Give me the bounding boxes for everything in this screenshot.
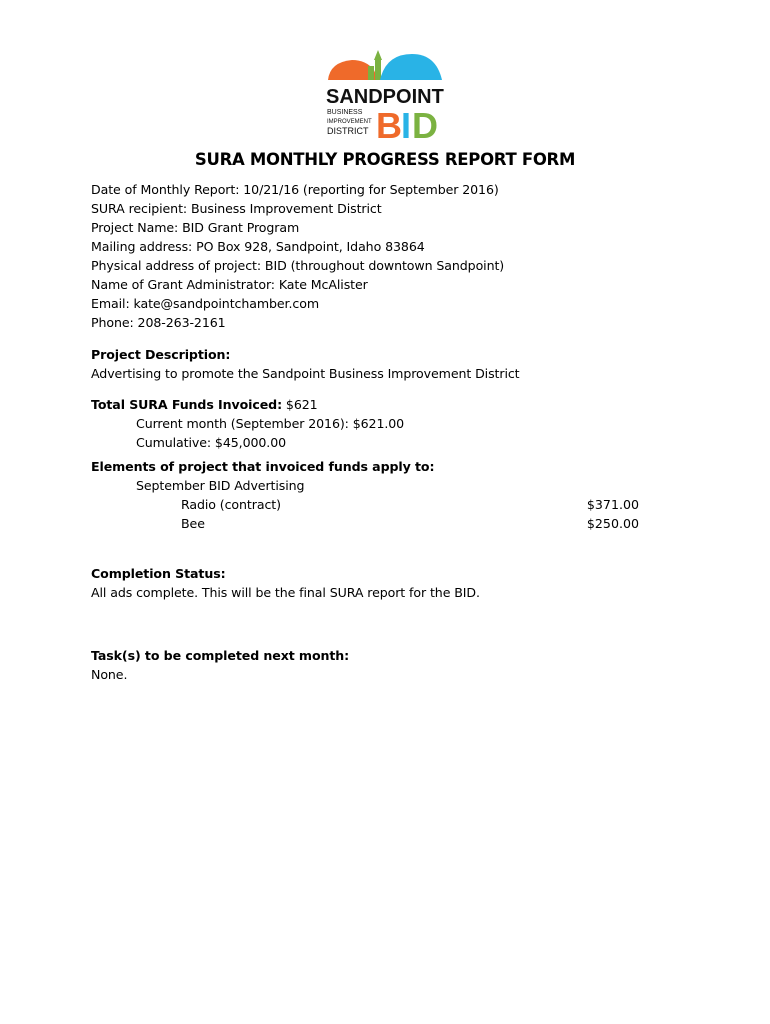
element-item-amount: $371.00 xyxy=(586,497,639,512)
elements-group: September BID Advertising xyxy=(136,478,305,493)
svg-text:DISTRICT: DISTRICT xyxy=(327,126,369,136)
mailing-address: Mailing address: PO Box 928, Sandpoint, Idaho 83864 xyxy=(91,239,425,254)
svg-text:B: B xyxy=(376,105,402,140)
total-funds-heading: Total SURA Funds Invoiced: xyxy=(91,397,283,412)
project-name: Project Name: BID Grant Program xyxy=(91,220,300,235)
svg-text:BUSINESS: BUSINESS xyxy=(327,109,363,116)
email-address: Email: kate@sandpointchamber.com xyxy=(91,296,319,311)
tasks-heading: Task(s) to be completed next month: xyxy=(91,648,350,663)
svg-text:IMPROVEMENT: IMPROVEMENT xyxy=(327,119,372,125)
cumulative-funds: Cumulative: $45,000.00 xyxy=(136,435,287,450)
completion-status-heading: Completion Status: xyxy=(91,566,226,581)
report-date: Date of Monthly Report: 10/21/16 (reporting for September 2016) xyxy=(91,182,499,197)
tasks-text: None. xyxy=(91,667,128,682)
svg-text:D: D xyxy=(412,105,438,140)
physical-address: Physical address of project: BID (throughout downtown Sandpoint) xyxy=(91,258,505,273)
page-title: SURA MONTHLY PROGRESS REPORT FORM xyxy=(194,150,576,169)
current-month-funds: Current month (September 2016): $621.00 xyxy=(136,416,405,431)
sandpoint-bid-logo xyxy=(322,48,448,140)
svg-text:I: I xyxy=(401,105,412,140)
project-description-text: Advertising to promote the Sandpoint Business Improvement District xyxy=(91,366,520,381)
total-funds-value: $621 xyxy=(282,397,318,412)
element-item-label: Bee xyxy=(181,516,205,531)
project-description-heading: Project Description: xyxy=(91,347,231,362)
completion-status-text: All ads complete. This will be the final SURA report for the BID. xyxy=(91,585,480,600)
sura-recipient: SURA recipient: Business Improvement District xyxy=(91,201,382,216)
total-funds-line xyxy=(91,395,318,414)
phone-number: Phone: 208-263-2161 xyxy=(91,315,226,330)
svg-text:SANDPOINT: SANDPOINT xyxy=(326,86,444,108)
grant-administrator: Name of Grant Administrator: Kate McAlister xyxy=(91,277,368,292)
element-item-label: Radio (contract) xyxy=(181,497,281,512)
element-item-amount: $250.00 xyxy=(586,516,639,531)
elements-heading: Elements of project that invoiced funds apply to: xyxy=(91,459,435,474)
